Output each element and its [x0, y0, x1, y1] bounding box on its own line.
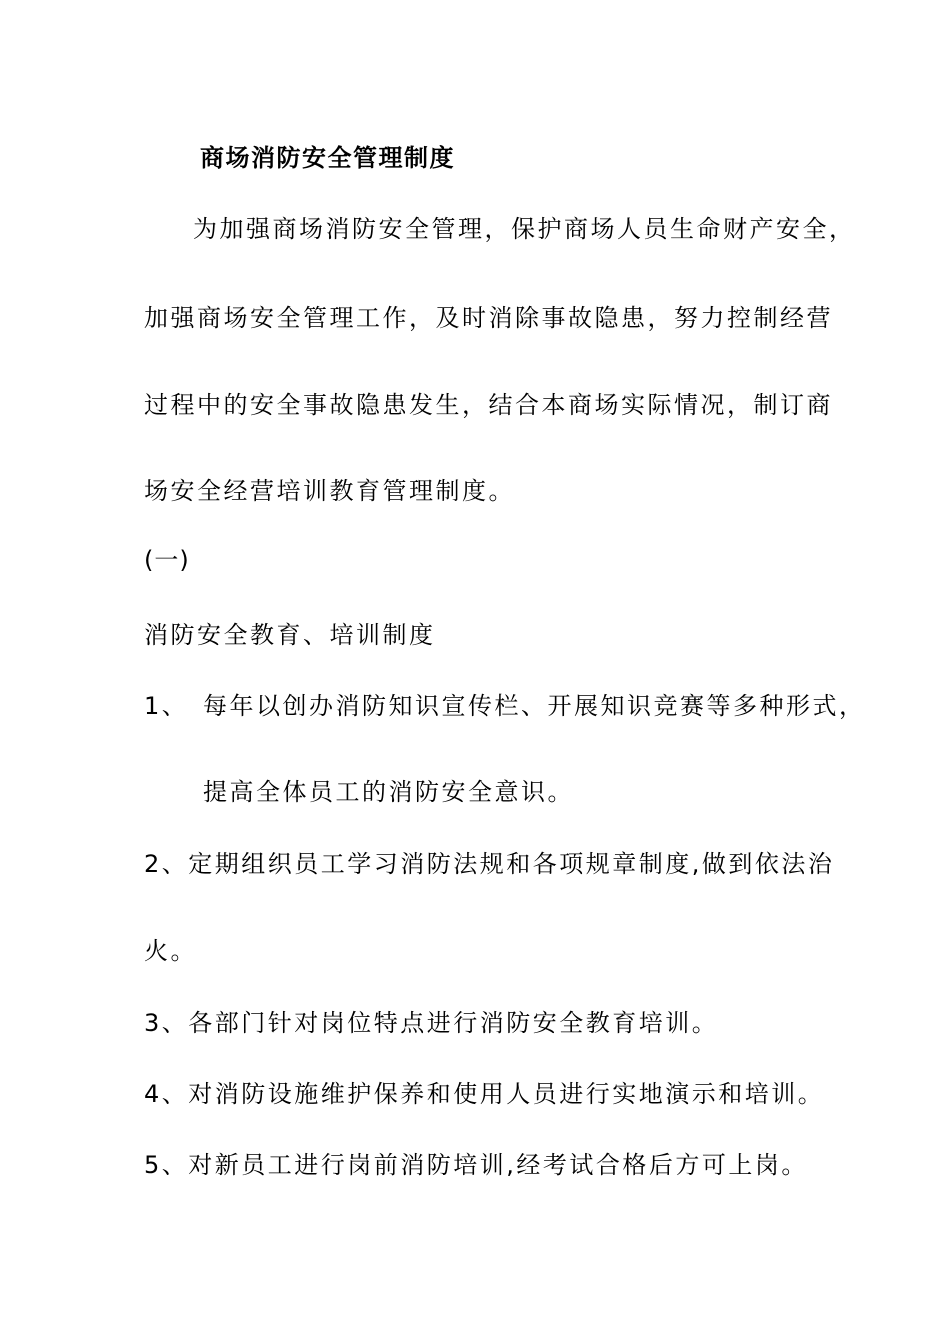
section-marker: (一)	[144, 546, 190, 574]
item-3-line-1: 3、各部门针对岗位特点进行消防安全教育培训。	[144, 1009, 719, 1037]
item-2-line-2: 火。	[144, 937, 197, 965]
section-heading: 消防安全教育、培训制度	[144, 621, 436, 649]
item-4-line-1: 4、对消防设施维护保养和使用人员进行实地演示和培训。	[144, 1080, 825, 1108]
item-5-line-1: 5、对新员工进行岗前消防培训,经考试合格后方可上岗。	[144, 1151, 808, 1179]
item-1-line-2: 提高全体员工的消防安全意识。	[203, 778, 574, 806]
document-title: 商场消防安全管理制度	[200, 144, 455, 172]
intro-line-4: 场安全经营培训教育管理制度。	[144, 477, 515, 505]
item-1-number: 1、	[144, 692, 189, 720]
intro-line-2: 加强商场安全管理工作，及时消除事故隐患，努力控制经营	[144, 304, 833, 332]
item-1-line-1: 每年以创办消防知识宣传栏、开展知识竞赛等多种形式，	[203, 692, 866, 720]
item-2-line-1: 2、定期组织员工学习消防法规和各项规章制度,做到依法治	[144, 850, 835, 878]
intro-line-3: 过程中的安全事故隐患发生，结合本商场实际情况，制订商	[144, 391, 833, 419]
intro-line-1: 为加强商场消防安全管理，保护商场人员生命财产安全，	[193, 215, 856, 243]
